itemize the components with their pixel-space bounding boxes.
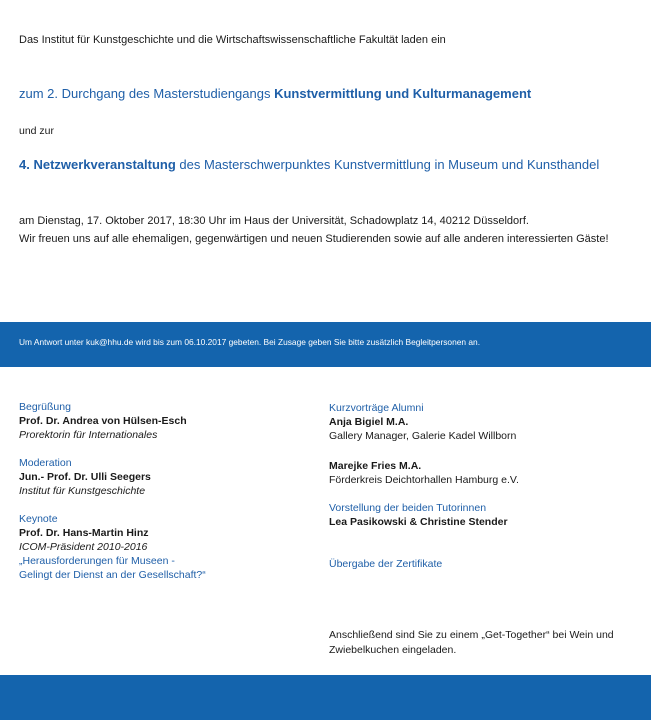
section-title: Vorstellung der beiden Tutorinnen — [329, 502, 487, 514]
intro-text: Das Institut für Kunstgeschichte und die Wirtschaftswissenschaftliche Fakultät laden ein — [19, 34, 446, 46]
speaker-role: Institut für Kunstgeschichte — [19, 485, 146, 497]
speaker-role: Prorektorin für Internationales — [19, 429, 158, 441]
program-kurzvortraege — [329, 401, 639, 487]
speaker-name: Prof. Dr. Andrea von Hülsen-Esch — [19, 415, 187, 427]
heading-netzwerkveranstaltung-bold: 4. Netzwerkveranstaltung — [19, 157, 176, 172]
section-title: Keynote — [19, 513, 58, 525]
program-tutorinnen — [329, 501, 639, 529]
speaker-name: Anja Bigiel M.A. — [329, 416, 409, 428]
rsvp-text: Um Antwort unter kuk@hhu.de wird bis zum 06.10.2017 gebeten. Bei Zusage geben Sie bitte zusätzlich Begleitpersonen an. — [19, 337, 481, 347]
closing-line1: Anschließend sind Sie zu einem „Get-Together“ bei Wein und — [329, 629, 614, 641]
speaker-role: Gallery Manager, Galerie Kadel Willborn — [329, 430, 517, 442]
closing-text — [329, 628, 639, 658]
heading-netzwerkveranstaltung — [19, 157, 599, 172]
speaker-role: ICOM-Präsident 2010-2016 — [19, 541, 148, 553]
program-zertifikate — [329, 557, 639, 571]
heading-masterstudiengang-prefix: zum 2. Durchgang des Masterstudiengangs — [19, 86, 275, 101]
closing-line2: Zwiebelkuchen eingeladen. — [329, 644, 457, 656]
und-zur-text: und zur — [19, 125, 55, 137]
heading-masterstudiengang — [19, 86, 531, 101]
program-right-column — [329, 401, 639, 571]
event-date-location: am Dienstag, 17. Oktober 2017, 18:30 Uhr im Haus der Universität, Schadowplatz 14, 40212 Düsseldorf. — [19, 215, 529, 227]
section-title: Kurzvorträge Alumni — [329, 402, 424, 414]
program-begruessung — [19, 400, 309, 442]
keynote-title-line2: Gelingt der Dienst an der Gesellschaft?“ — [19, 569, 206, 581]
heading-netzwerkveranstaltung-suffix: des Masterschwerpunktes Kunstvermittlung in Museum und Kunsthandel — [175, 157, 600, 172]
rsvp-band — [0, 322, 651, 367]
speaker-name: Marejke Fries M.A. — [329, 460, 422, 472]
event-welcome: Wir freuen uns auf alle ehemaligen, gegenwärtigen und neuen Studierenden sowie auf alle anderen interessierten Gäste! — [19, 233, 609, 245]
section-title: Begrüßung — [19, 401, 71, 413]
keynote-title-line1: „Herausforderungen für Museen - — [19, 555, 175, 567]
heading-masterstudiengang-bold: Kunstvermittlung und Kulturmanagement — [274, 86, 532, 101]
speaker-name: Jun.- Prof. Dr. Ulli Seegers — [19, 471, 151, 483]
program-left-column — [19, 400, 309, 596]
speaker-role: Förderkreis Deichtorhallen Hamburg e.V. — [329, 474, 519, 486]
event-details — [19, 212, 609, 248]
speaker-name: Prof. Dr. Hans-Martin Hinz — [19, 527, 149, 539]
program-moderation — [19, 456, 309, 498]
footer-band — [0, 675, 651, 720]
section-title: Moderation — [19, 457, 72, 469]
tutor-names: Lea Pasikowski & Christine Stender — [329, 516, 508, 528]
section-title: Übergabe der Zertifikate — [329, 558, 443, 570]
program-keynote — [19, 512, 309, 582]
